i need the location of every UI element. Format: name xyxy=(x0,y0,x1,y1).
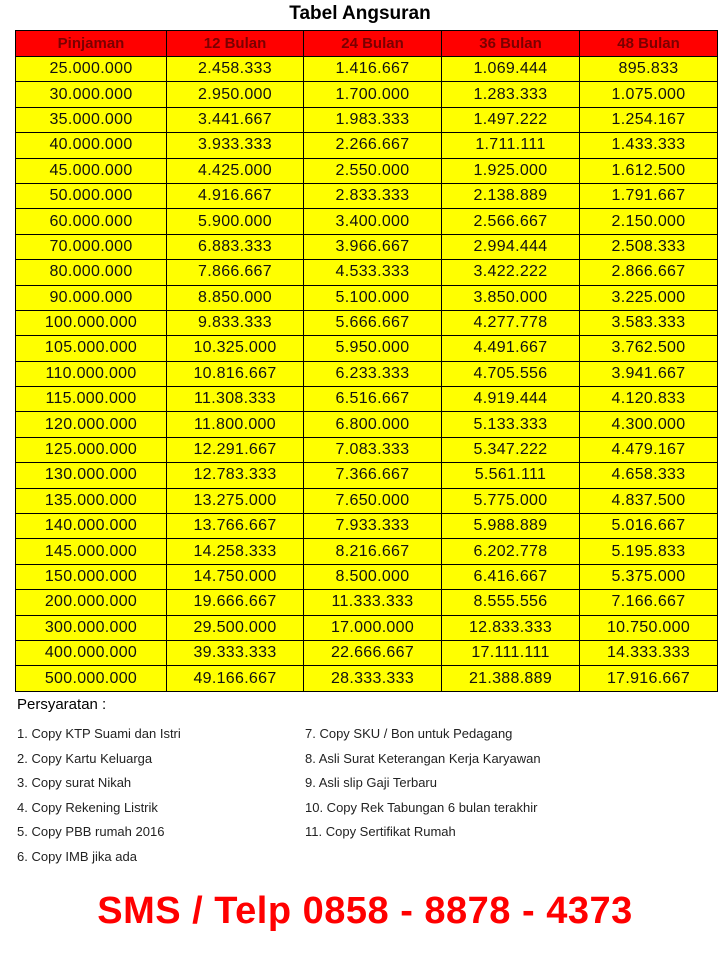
requirement-item: 8. Asli Surat Keterangan Kerja Karyawan xyxy=(305,750,541,766)
loan-amount-cell: 60.000.000 xyxy=(16,209,167,234)
installment-cell: 5.195.833 xyxy=(580,539,718,564)
installment-cell: 7.366.667 xyxy=(304,463,442,488)
installment-cell: 2.566.667 xyxy=(442,209,580,234)
installment-cell: 22.666.667 xyxy=(304,640,442,665)
installment-cell: 14.258.333 xyxy=(167,539,304,564)
loan-amount-cell: 90.000.000 xyxy=(16,285,167,310)
installment-cell: 3.933.333 xyxy=(167,133,304,158)
installment-cell: 3.966.667 xyxy=(304,234,442,259)
requirement-item: 10. Copy Rek Tabungan 6 bulan terakhir xyxy=(305,799,538,815)
table-row xyxy=(16,514,718,539)
requirement-item: 6. Copy IMB jika ada xyxy=(17,848,137,864)
installment-cell: 1.433.333 xyxy=(580,133,718,158)
loan-amount-cell: 80.000.000 xyxy=(16,260,167,285)
page-title: Tabel Angsuran xyxy=(289,3,431,24)
table-row xyxy=(16,310,718,335)
requirement-item: 9. Asli slip Gaji Terbaru xyxy=(305,775,437,790)
installment-cell: 2.266.667 xyxy=(304,133,442,158)
installment-cell: 4.705.556 xyxy=(442,361,580,386)
requirements-list-left xyxy=(17,722,181,869)
installment-table xyxy=(15,30,718,692)
loan-amount-cell: 200.000.000 xyxy=(16,590,167,615)
installment-cell: 14.333.333 xyxy=(580,640,718,665)
installment-cell: 6.416.667 xyxy=(442,564,580,589)
installment-cell: 7.083.333 xyxy=(304,437,442,462)
table-row xyxy=(16,336,718,361)
installment-cell: 2.150.000 xyxy=(580,209,718,234)
installment-cell: 17.000.000 xyxy=(304,615,442,640)
table-row xyxy=(16,361,718,386)
installment-cell: 17.916.667 xyxy=(580,666,718,691)
installment-cell: 2.508.333 xyxy=(580,234,718,259)
installment-cell: 11.308.333 xyxy=(167,387,304,412)
installment-cell: 9.833.333 xyxy=(167,310,304,335)
loan-amount-cell: 145.000.000 xyxy=(16,539,167,564)
installment-cell: 5.988.889 xyxy=(442,514,580,539)
loan-amount-cell: 150.000.000 xyxy=(16,564,167,589)
installment-cell: 12.783.333 xyxy=(167,463,304,488)
table-row xyxy=(16,564,718,589)
requirement-item: 2. Copy Kartu Keluarga xyxy=(17,750,153,766)
loan-amount-cell: 50.000.000 xyxy=(16,183,167,208)
requirement-item: 7. Copy SKU / Bon untuk Pedagang xyxy=(305,726,513,741)
installment-cell: 1.075.000 xyxy=(580,82,718,107)
loan-amount-cell: 400.000.000 xyxy=(16,640,167,665)
installment-cell: 1.069.444 xyxy=(442,57,580,82)
installment-cell: 3.422.222 xyxy=(442,260,580,285)
table-row xyxy=(16,437,718,462)
loan-amount-cell: 30.000.000 xyxy=(16,82,167,107)
installment-cell: 2.458.333 xyxy=(167,57,304,82)
table-row xyxy=(16,57,718,82)
installment-cell: 5.950.000 xyxy=(304,336,442,361)
installment-cell: 8.216.667 xyxy=(304,539,442,564)
table-row xyxy=(16,640,718,665)
installment-cell: 12.291.667 xyxy=(167,437,304,462)
table-row xyxy=(16,387,718,412)
installment-cell: 3.441.667 xyxy=(167,107,304,132)
installment-cell: 5.100.000 xyxy=(304,285,442,310)
installment-cell: 10.816.667 xyxy=(167,361,304,386)
installment-cell: 4.837.500 xyxy=(580,488,718,513)
installment-cell: 19.666.667 xyxy=(167,590,304,615)
column-header: Pinjaman xyxy=(16,31,167,57)
loan-amount-cell: 120.000.000 xyxy=(16,412,167,437)
installment-cell: 5.347.222 xyxy=(442,437,580,462)
installment-cell: 6.233.333 xyxy=(304,361,442,386)
installment-cell: 3.941.667 xyxy=(580,361,718,386)
loan-amount-cell: 45.000.000 xyxy=(16,158,167,183)
table-row xyxy=(16,412,718,437)
installment-cell: 8.850.000 xyxy=(167,285,304,310)
installment-cell: 21.388.889 xyxy=(442,666,580,691)
installment-cell: 6.516.667 xyxy=(304,387,442,412)
loan-amount-cell: 25.000.000 xyxy=(16,57,167,82)
table-row xyxy=(16,590,718,615)
installment-cell: 3.762.500 xyxy=(580,336,718,361)
loan-amount-cell: 70.000.000 xyxy=(16,234,167,259)
table-row xyxy=(16,615,718,640)
requirement-item: 5. Copy PBB rumah 2016 xyxy=(17,824,165,839)
table-row xyxy=(16,463,718,488)
installment-cell: 1.612.500 xyxy=(580,158,718,183)
requirements-title: Persyaratan : xyxy=(17,696,107,713)
installment-cell: 7.650.000 xyxy=(304,488,442,513)
installment-cell: 1.711.111 xyxy=(442,133,580,158)
installment-cell: 4.533.333 xyxy=(304,260,442,285)
table-row xyxy=(16,82,718,107)
loan-amount-cell: 100.000.000 xyxy=(16,310,167,335)
table-header-row xyxy=(16,31,718,57)
requirements-list-right xyxy=(305,722,541,845)
installment-cell: 5.561.111 xyxy=(442,463,580,488)
installment-cell: 29.500.000 xyxy=(167,615,304,640)
installment-cell: 8.500.000 xyxy=(304,564,442,589)
installment-cell: 3.400.000 xyxy=(304,209,442,234)
installment-cell: 4.919.444 xyxy=(442,387,580,412)
loan-amount-cell: 135.000.000 xyxy=(16,488,167,513)
installment-cell: 3.225.000 xyxy=(580,285,718,310)
installment-cell: 1.983.333 xyxy=(304,107,442,132)
table-row xyxy=(16,539,718,564)
installment-cell: 1.497.222 xyxy=(442,107,580,132)
installment-cell: 1.791.667 xyxy=(580,183,718,208)
installment-cell: 4.479.167 xyxy=(580,437,718,462)
installment-cell: 13.275.000 xyxy=(167,488,304,513)
installment-cell: 1.925.000 xyxy=(442,158,580,183)
installment-cell: 2.866.667 xyxy=(580,260,718,285)
loan-amount-cell: 125.000.000 xyxy=(16,437,167,462)
installment-cell: 895.833 xyxy=(580,57,718,82)
installment-cell: 2.950.000 xyxy=(167,82,304,107)
installment-cell: 5.133.333 xyxy=(442,412,580,437)
installment-cell: 2.138.889 xyxy=(442,183,580,208)
installment-cell: 10.750.000 xyxy=(580,615,718,640)
installment-cell: 14.750.000 xyxy=(167,564,304,589)
table-row xyxy=(16,260,718,285)
loan-amount-cell: 300.000.000 xyxy=(16,615,167,640)
installment-cell: 7.933.333 xyxy=(304,514,442,539)
installment-cell: 10.325.000 xyxy=(167,336,304,361)
installment-cell: 2.994.444 xyxy=(442,234,580,259)
table-row xyxy=(16,285,718,310)
column-header: 48 Bulan xyxy=(580,31,718,57)
installment-cell: 1.416.667 xyxy=(304,57,442,82)
installment-cell: 4.491.667 xyxy=(442,336,580,361)
requirement-item: 4. Copy Rekening Listrik xyxy=(17,799,158,815)
loan-amount-cell: 130.000.000 xyxy=(16,463,167,488)
table-row xyxy=(16,209,718,234)
installment-cell: 5.016.667 xyxy=(580,514,718,539)
loan-amount-cell: 40.000.000 xyxy=(16,133,167,158)
table-row xyxy=(16,107,718,132)
installment-cell: 6.800.000 xyxy=(304,412,442,437)
installment-cell: 4.120.833 xyxy=(580,387,718,412)
installment-cell: 4.277.778 xyxy=(442,310,580,335)
installment-cell: 5.900.000 xyxy=(167,209,304,234)
table-row xyxy=(16,133,718,158)
requirement-item: 11. Copy Sertifikat Rumah xyxy=(305,824,456,839)
table-row xyxy=(16,158,718,183)
installment-cell: 5.666.667 xyxy=(304,310,442,335)
installment-cell: 3.583.333 xyxy=(580,310,718,335)
loan-amount-cell: 115.000.000 xyxy=(16,387,167,412)
installment-cell: 7.866.667 xyxy=(167,260,304,285)
requirement-item: 3. Copy surat Nikah xyxy=(17,775,132,790)
installment-cell: 2.833.333 xyxy=(304,183,442,208)
loan-amount-cell: 500.000.000 xyxy=(16,666,167,691)
column-header: 36 Bulan xyxy=(442,31,580,57)
loan-amount-cell: 140.000.000 xyxy=(16,514,167,539)
installment-cell: 39.333.333 xyxy=(167,640,304,665)
installment-cell: 4.425.000 xyxy=(167,158,304,183)
loan-amount-cell: 35.000.000 xyxy=(16,107,167,132)
installment-cell: 2.550.000 xyxy=(304,158,442,183)
installment-cell: 4.916.667 xyxy=(167,183,304,208)
installment-cell: 49.166.667 xyxy=(167,666,304,691)
installment-cell: 6.202.778 xyxy=(442,539,580,564)
installment-cell: 11.333.333 xyxy=(304,590,442,615)
installment-cell: 5.775.000 xyxy=(442,488,580,513)
loan-amount-cell: 110.000.000 xyxy=(16,361,167,386)
installment-cell: 17.111.111 xyxy=(442,640,580,665)
installment-cell: 4.658.333 xyxy=(580,463,718,488)
installment-cell: 7.166.667 xyxy=(580,590,718,615)
contact-phone: SMS / Telp 0858 - 8878 - 4373 xyxy=(97,890,633,932)
installment-cell: 1.254.167 xyxy=(580,107,718,132)
installment-cell: 4.300.000 xyxy=(580,412,718,437)
installment-cell: 13.766.667 xyxy=(167,514,304,539)
installment-cell: 1.283.333 xyxy=(442,82,580,107)
installment-cell: 28.333.333 xyxy=(304,666,442,691)
installment-cell: 1.700.000 xyxy=(304,82,442,107)
table-row xyxy=(16,666,718,691)
table-row xyxy=(16,488,718,513)
loan-amount-cell: 105.000.000 xyxy=(16,336,167,361)
installment-cell: 8.555.556 xyxy=(442,590,580,615)
installment-cell: 5.375.000 xyxy=(580,564,718,589)
requirement-item: 1. Copy KTP Suami dan Istri xyxy=(17,726,181,741)
table-row xyxy=(16,234,718,259)
installment-cell: 11.800.000 xyxy=(167,412,304,437)
column-header: 12 Bulan xyxy=(167,31,304,57)
table-row xyxy=(16,183,718,208)
column-header: 24 Bulan xyxy=(304,31,442,57)
installment-cell: 3.850.000 xyxy=(442,285,580,310)
installment-cell: 12.833.333 xyxy=(442,615,580,640)
installment-cell: 6.883.333 xyxy=(167,234,304,259)
